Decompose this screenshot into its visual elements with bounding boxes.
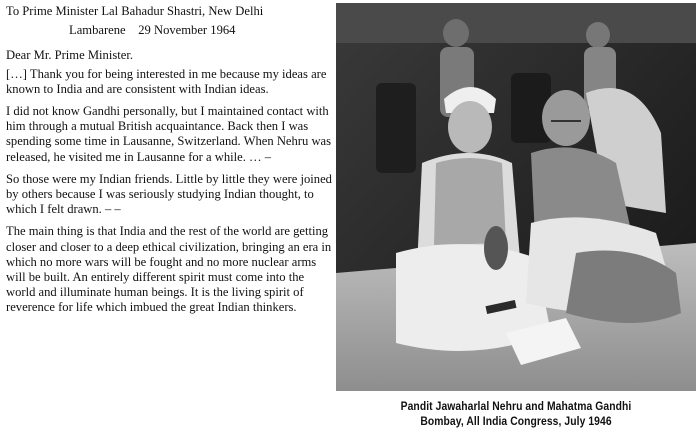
letter-text: [6, 4, 334, 323]
letter-paragraph: So those were my Indian friends. Little by little they were joined by others because I was seriously studying Indian thought, to which I felt drawn. – –: [6, 171, 332, 217]
photo-caption: [361, 399, 671, 429]
letter-salutation: Dear Mr. Prime Minister.: [6, 48, 133, 63]
caption-line-place: Bombay, All India Congress, July 1946: [420, 414, 612, 428]
letter-recipient: To Prime Minister Lal Bahadur Shastri, New Delhi: [6, 4, 264, 18]
letter-paragraph: […] Thank you for being interested in me because my ideas are known to India and are consistent with Indian ideas.: [6, 66, 327, 96]
caption-line-names: Pandit Jawaharlal Nehru and Mahatma Gandhi: [400, 399, 632, 413]
photo-illustration: [336, 3, 696, 391]
letter-place-date: Lambarene 29 November 1964: [69, 23, 236, 38]
letter-paragraph: The main thing is that India and the rest of the world are getting closer and closer to a deep ethical civilization, bringing an era in which no more wars will be fought and no more nuclear arms will be built. An entirely different spirit must come into the world and illuminate human beings. It is the living spirit of reverence for life which imbued the great Indian thinkers.: [6, 224, 332, 315]
letter-paragraph: I did not know Gandhi personally, but I maintained contact with him through a mutual British acquaintance. Back then I was spending some time in Lausanne, Switzerland. When Nehru was released, he visited me in Lausanne for a while. … –: [6, 104, 332, 164]
historical-photo: [336, 3, 696, 391]
